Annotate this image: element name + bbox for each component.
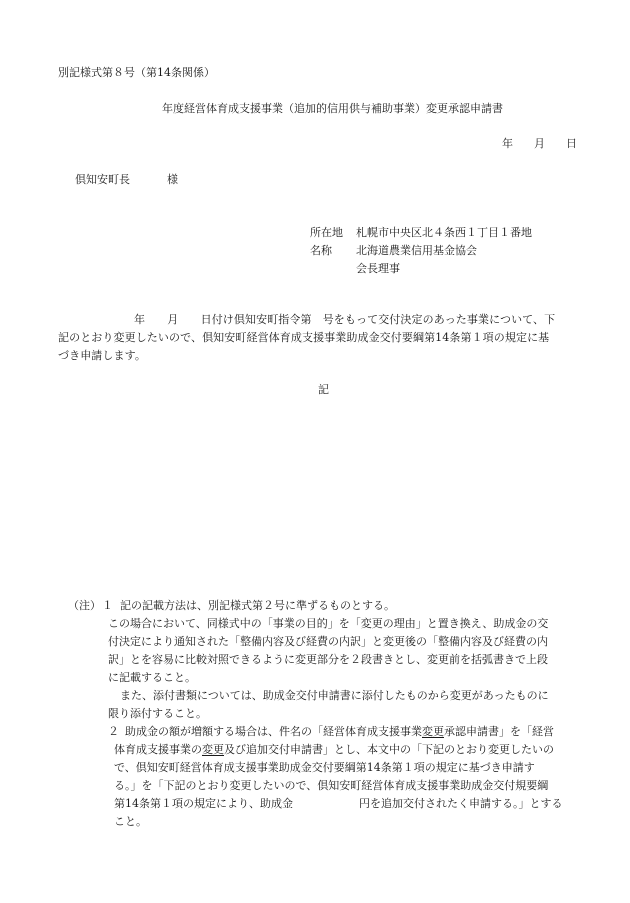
note-2-line: 第14条第１項の規定により、助成金 円を追加交付されたく申請する。」とする [114,797,563,810]
date-line [502,138,577,149]
addressee [75,174,178,185]
date-month: 月 [534,137,545,150]
note-2-line: る。」を「下記のとおり変更したいので、倶知安町経営体育成支援事業助成金交付規要綱 [114,779,549,792]
note-2-line: 体育成支援事業の変更及び追加交付申請書」とし、本文中の「下記のとおり変更したいの [114,743,554,756]
representative: 会長理事 [356,262,400,275]
note-2-line: で、倶知安町経営体育成支援事業助成金交付要綱第14条第１項の規定に基づき申請す [114,761,535,774]
address-value: 札幌市中央区北４条西１丁目１番地 [356,226,532,239]
note-1-line: 限り添付すること。 [108,707,207,720]
addressee-name: 倶知安町長 [75,173,130,186]
note-1-number: １ [102,599,113,612]
note-1-line: 訳」とを容易に比較対照できるように変更部分を２段書きとし、変更前を括弧書きで上段 [108,653,548,666]
addressee-honorific: 様 [167,173,178,186]
underlined-henkou: 変更 [202,743,224,756]
underlined-henkou: 変更 [422,725,444,738]
document-title: 年度経営体育成支援事業（追加的信用供与補助事業）変更承認申請書 [162,102,503,115]
note-1-line: また、添付書類については、助成金交付申請書に添付したものから変更があったものに [120,689,549,702]
note-2-line: こと。 [114,815,147,828]
note-1-line: この場合において、同様式中の「事業の目的」を「変更の理由」と置き換え、助成金の交 [108,617,549,630]
ki-heading: 記 [318,383,329,396]
body-line: 年 月 日付け倶知安町指令第 号をもって交付決定のあった事業について、下 [134,313,556,326]
name-value: 北海道農業信用基金協会 [356,244,477,257]
date-year: 年 [502,137,513,150]
note-1-line: 付決定により通知された「整備内容及び経費の内訳」と変更後の「整備内容及び経費の内 [108,635,548,648]
note-1-line: 記の記載方法は、別記様式第２号に準ずるものとする。 [120,599,395,612]
name-label: 名称 [310,244,332,257]
body-line: づき申請します。 [58,349,146,362]
body-paragraph [58,311,580,365]
address-label: 所在地 [310,226,343,239]
form-id: 別記様式第８号（第14条関係） [58,66,215,79]
note-2-number: ２ [108,725,119,738]
body-line: 記のとおり変更したいので、倶知安町経営体育成支援事業助成金交付要綱第14条第１項の規定に基 [58,331,550,344]
notes-label: （注） [68,599,101,612]
date-day: 日 [566,137,577,150]
note-2-line: 助成金の額が増額する場合は、件名の「経営体育成支援事業変更承認申請書」を「経営 [125,725,554,738]
note-1-line: に記載すること。 [108,671,196,684]
